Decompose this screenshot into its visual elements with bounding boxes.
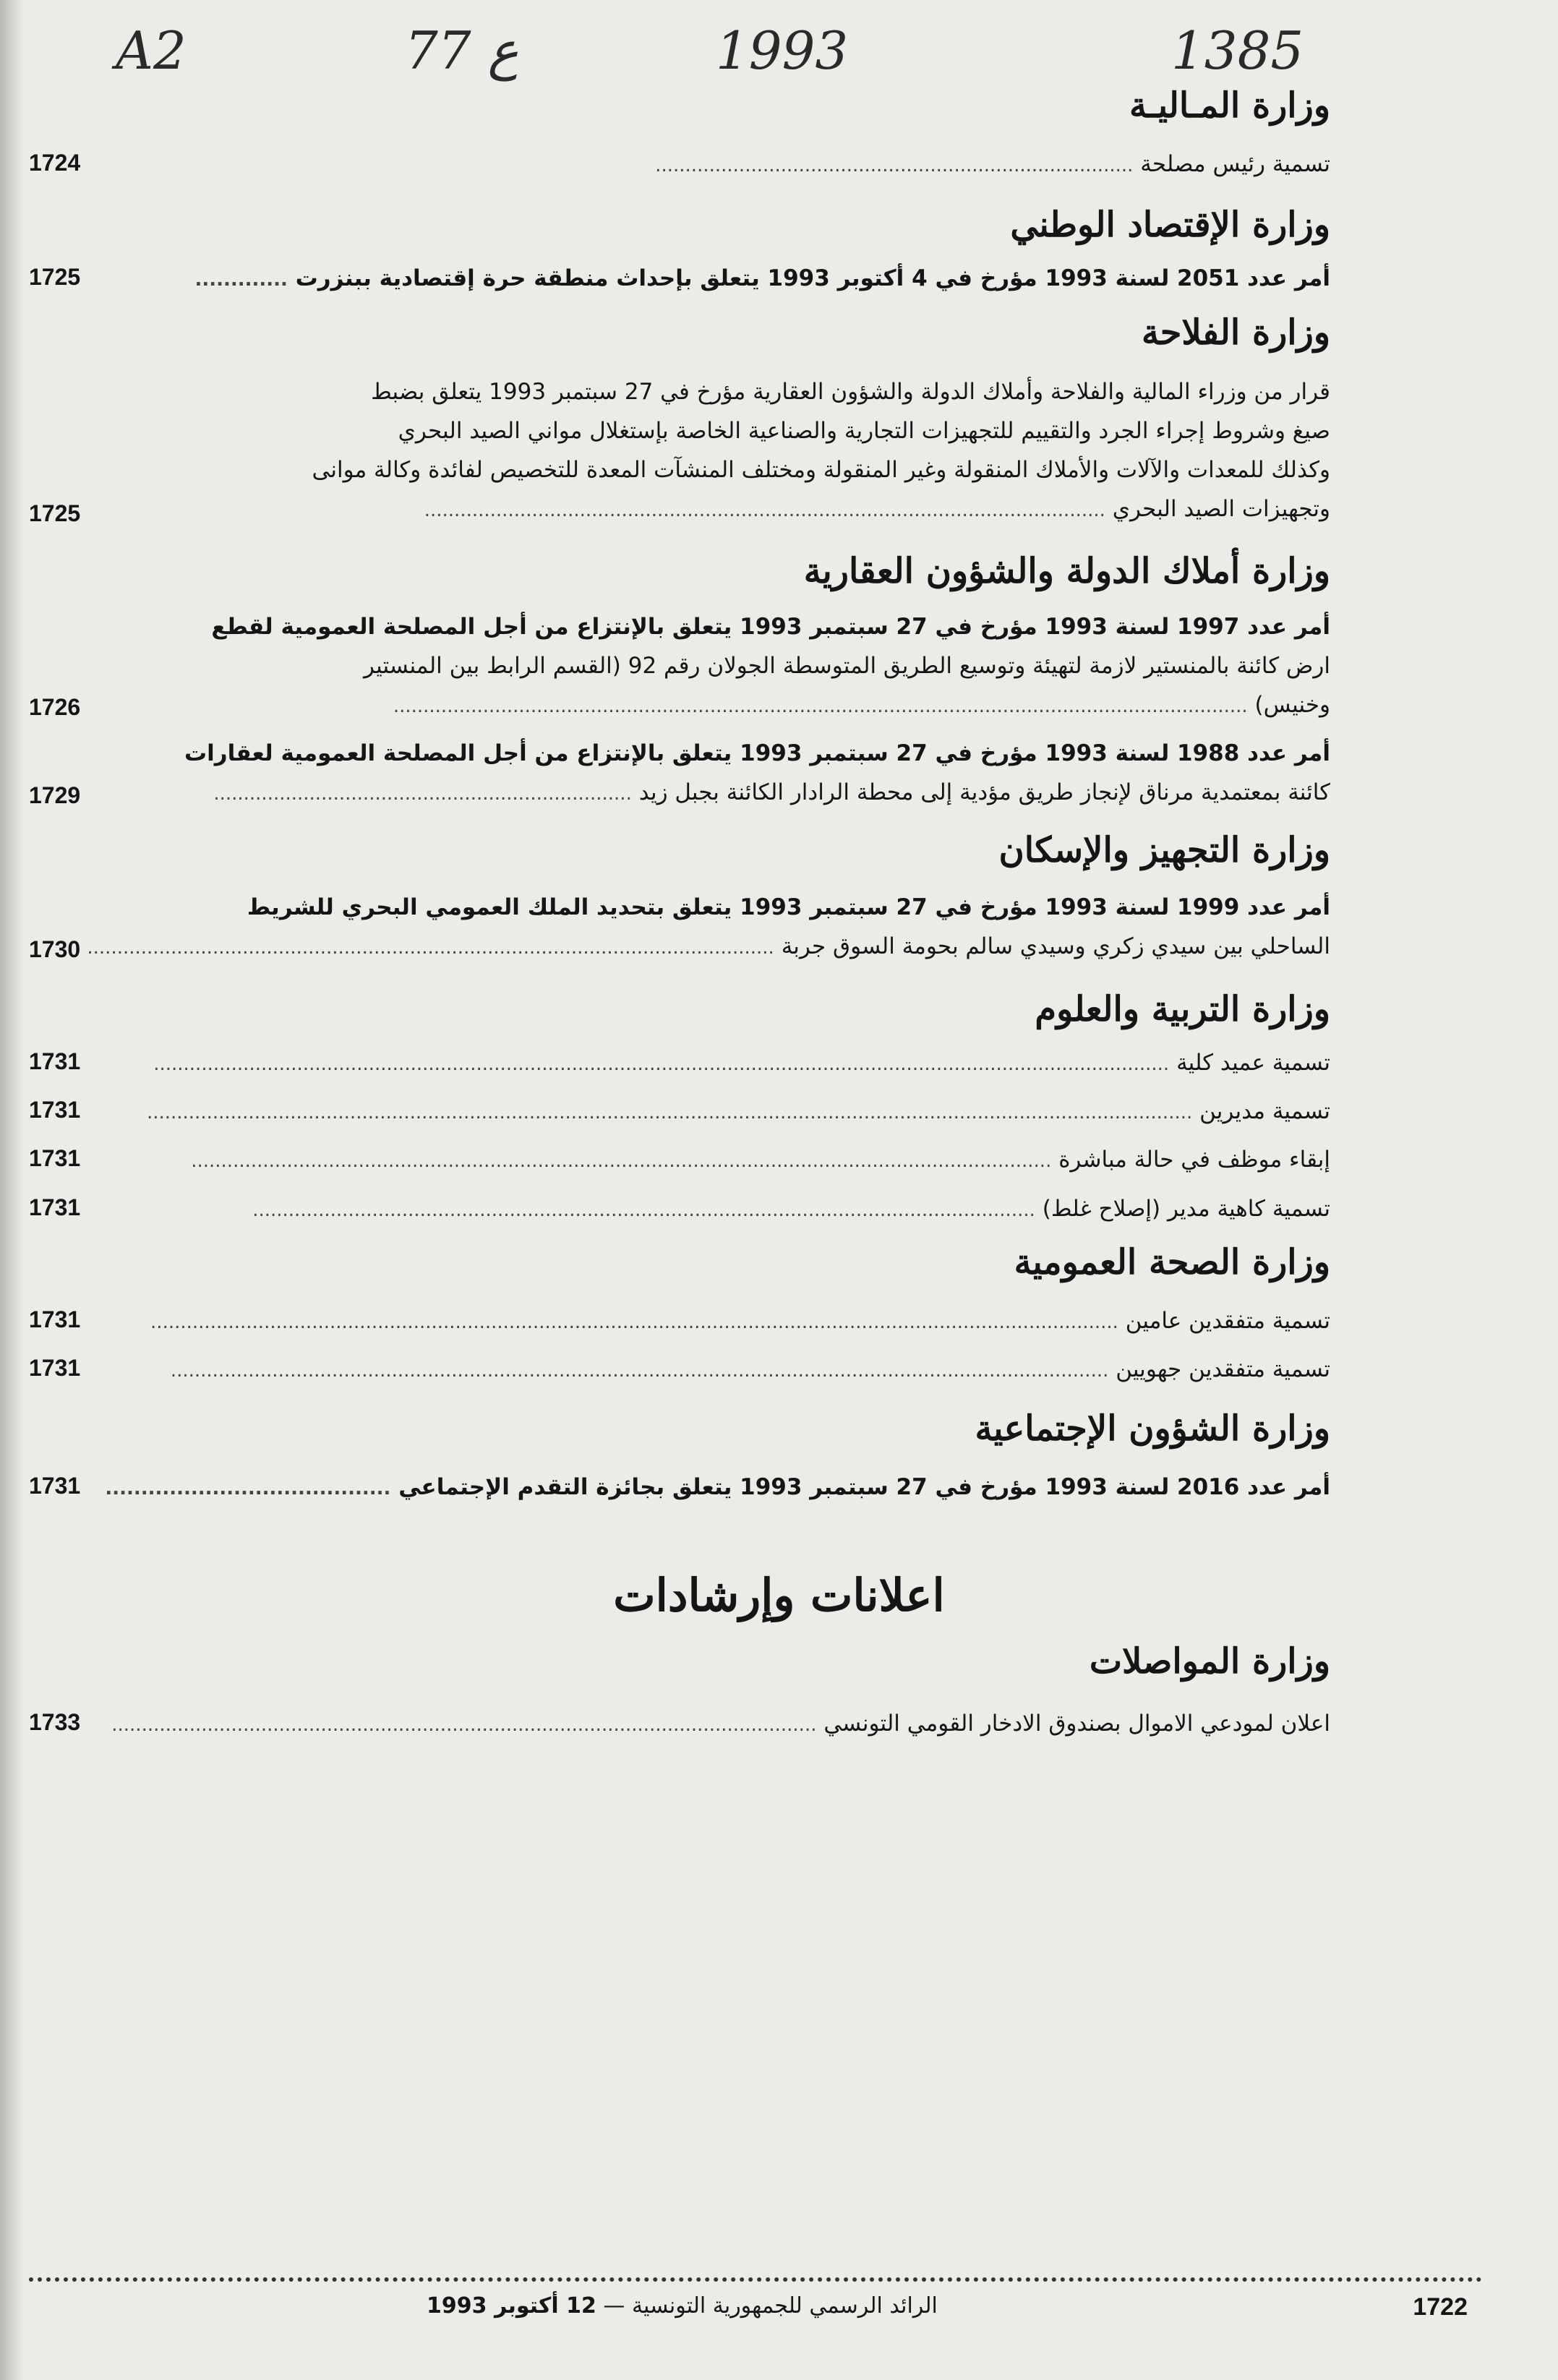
toc-entry <box>36 259 1330 299</box>
footer-publication-name: الرائد الرسمي للجمهورية التونسية — <box>603 2293 938 2319</box>
ministry-heading-agriculture: وزارة الفلاحة <box>1141 312 1330 353</box>
toc-entry <box>36 1140 1330 1181</box>
ministry-heading-social: وزارة الشؤون الإجتماعية <box>975 1408 1330 1449</box>
entry-line: وكذلك للمعدات والآلات والأملاك المنقولة وغير المنقولة ومختلف المنشآت المعدة للتخصيص لفائدة وكالة موانى <box>312 457 1330 483</box>
page-number: 1729 <box>29 782 81 808</box>
toc-entry <box>36 145 1330 185</box>
entry-line: أمر عدد 1988 لسنة 1993 مؤرخ في 27 سبتمبر 1993 يتعلق بالإنتزاع من أجل المصلحة العمومية لعقارات <box>184 740 1330 766</box>
footer-publication <box>427 2293 938 2319</box>
page-number: 1731 <box>29 1355 81 1381</box>
handwritten-number: 1385 <box>1171 20 1304 81</box>
leader-dots: .................................................................................................................. <box>424 500 1105 521</box>
toc-entry-multiline <box>36 888 1330 967</box>
leader-dots: .......................................................................................................................................................................... <box>153 1053 1170 1075</box>
leader-dots: ........................................ <box>105 1478 391 1499</box>
leader-dots: ...................................................................... <box>213 783 632 805</box>
entry-text: أمر عدد 2051 لسنة 1993 مؤرخ في 4 أكتوبر 1993 يتعلق بإحداث منطقة حرة إقتصادية ببنزرت <box>295 265 1330 291</box>
ministry-heading-health: وزارة الصحة العمومية <box>1014 1242 1330 1283</box>
handwritten-year: 1993 <box>716 20 849 81</box>
toc-entry <box>36 1092 1330 1132</box>
ministry-heading-state-property: وزارة أملاك الدولة والشؤون العقارية <box>803 551 1330 591</box>
entry-line: ارض كائنة بالمنستير لازمة لتهيئة وتوسيع الطريق المتوسطة الجولان رقم 92 (القسم الرابط بين المنستير <box>363 653 1330 679</box>
page-number: 1733 <box>29 1709 81 1735</box>
leader-dots: ................................................................................................................... <box>87 937 774 959</box>
entry-line: قرار من وزراء المالية والفلاحة وأملاك الدولة والشؤون العقارية مؤرخ في 27 سبتمبر 1993 يتعلق بضبط <box>371 379 1330 405</box>
entry-text: تسمية متفقدين جهويين <box>1116 1356 1330 1382</box>
leader-dots: ...................................................................................................................... <box>111 1714 817 1736</box>
entry-text: تسمية متفقدين عامين <box>1125 1308 1330 1334</box>
page-number: 1730 <box>29 936 81 962</box>
page-number: 1725 <box>29 500 81 526</box>
entry-line: صيغ وشروط إجراء الجرد والتقييم للتجهيزات التجارية والصناعية الخاصة بإستغلال مواني الصيد البحري <box>398 418 1330 444</box>
leader-dots: ............. <box>194 269 288 291</box>
page-number: 1731 <box>29 1306 81 1332</box>
ministry-heading-finance: وزارة المـاليـة <box>1129 85 1330 126</box>
section-title: اعلانات وإرشادات <box>613 1569 945 1622</box>
entry-text: إبقاء موظف في حالة مباشرة <box>1058 1147 1330 1173</box>
footer-page-number: 1722 <box>1413 2293 1468 2321</box>
leader-dots: ................................................................................ <box>655 155 1134 176</box>
ministry-heading-transport: وزارة المواصلات <box>1089 1641 1330 1682</box>
handwritten-ref: A2 <box>116 20 187 81</box>
entry-line: وخنيس) <box>1254 692 1330 718</box>
page-number: 1731 <box>29 1145 81 1171</box>
entry-text: تسمية عميد كلية <box>1176 1050 1330 1076</box>
toc-entry <box>36 1301 1330 1342</box>
leader-dots: ................................................................................................................................................ <box>191 1150 1052 1172</box>
ministry-heading-equipment: وزارة التجهيز والإسكان <box>998 830 1330 870</box>
page-number: 1731 <box>29 1473 81 1499</box>
toc-entry <box>36 1043 1330 1084</box>
page-number: 1731 <box>29 1048 81 1074</box>
leader-dots: ............................................................................................................................................................. <box>170 1360 1109 1382</box>
page-number: 1724 <box>29 150 81 176</box>
ministry-heading-education: وزارة التربية والعلوم <box>1035 989 1330 1030</box>
entry-text: تسمية مديرين <box>1199 1098 1330 1124</box>
leader-dots: ................................................................................................................................... <box>252 1199 1035 1221</box>
leader-dots: ............................................................................................................................................... <box>393 695 1248 717</box>
page-number: 1731 <box>29 1097 81 1123</box>
entry-line: أمر عدد 1997 لسنة 1993 مؤرخ في 27 سبتمبر 1993 يتعلق بالإنتزاع من أجل المصلحة العمومية لقطع <box>211 614 1330 640</box>
toc-entry-multiline <box>36 372 1330 530</box>
entry-text: تسمية رئيس مصلحة <box>1140 151 1330 177</box>
toc-entry-multiline <box>36 607 1330 726</box>
footer-divider <box>29 2277 1482 2282</box>
binding-shadow <box>0 0 23 2380</box>
entry-text: تسمية كاهية مدير (إصلاح غلط) <box>1042 1196 1330 1222</box>
leader-dots: .................................................................................................................................................................. <box>150 1311 1118 1333</box>
leader-dots: ............................................................................................................................................................................... <box>146 1102 1193 1123</box>
entry-line: أمر عدد 1999 لسنة 1993 مؤرخ في 27 سبتمبر 1993 يتعلق بتحديد الملك العمومي البحري للشريط <box>247 894 1330 920</box>
entry-text: اعلان لمودعي الاموال بصندوق الادخار القومي التونسي <box>823 1711 1330 1737</box>
entry-text: أمر عدد 2016 لسنة 1993 مؤرخ في 27 سبتمبر 1993 يتعلق بجائزة التقدم الإجتماعي <box>398 1474 1330 1500</box>
entry-line: الساحلي بين سيدي زكري وسيدي سالم بحومة السوق جربة <box>781 933 1330 959</box>
toc-entry <box>36 1468 1330 1508</box>
handwritten-volume: 77 ع <box>405 20 519 81</box>
toc-entry-multiline <box>36 734 1330 813</box>
toc-entry <box>36 1350 1330 1390</box>
entry-line: وتجهيزات الصيد البحري <box>1112 496 1330 522</box>
page-number: 1731 <box>29 1194 81 1220</box>
ministry-heading-economy: وزارة الإقتصاد الوطني <box>1010 205 1330 245</box>
footer-date: 12 أكتوبر 1993 <box>427 2293 596 2319</box>
page-number: 1725 <box>29 264 81 290</box>
toc-entry <box>36 1189 1330 1230</box>
entry-line: كائنة بمعتمدية مرناق لإنجاز طريق مؤدية إلى محطة الرادار الكائنة بجبل زيد <box>638 779 1330 805</box>
toc-entry <box>36 1704 1330 1745</box>
page-number: 1726 <box>29 694 81 720</box>
